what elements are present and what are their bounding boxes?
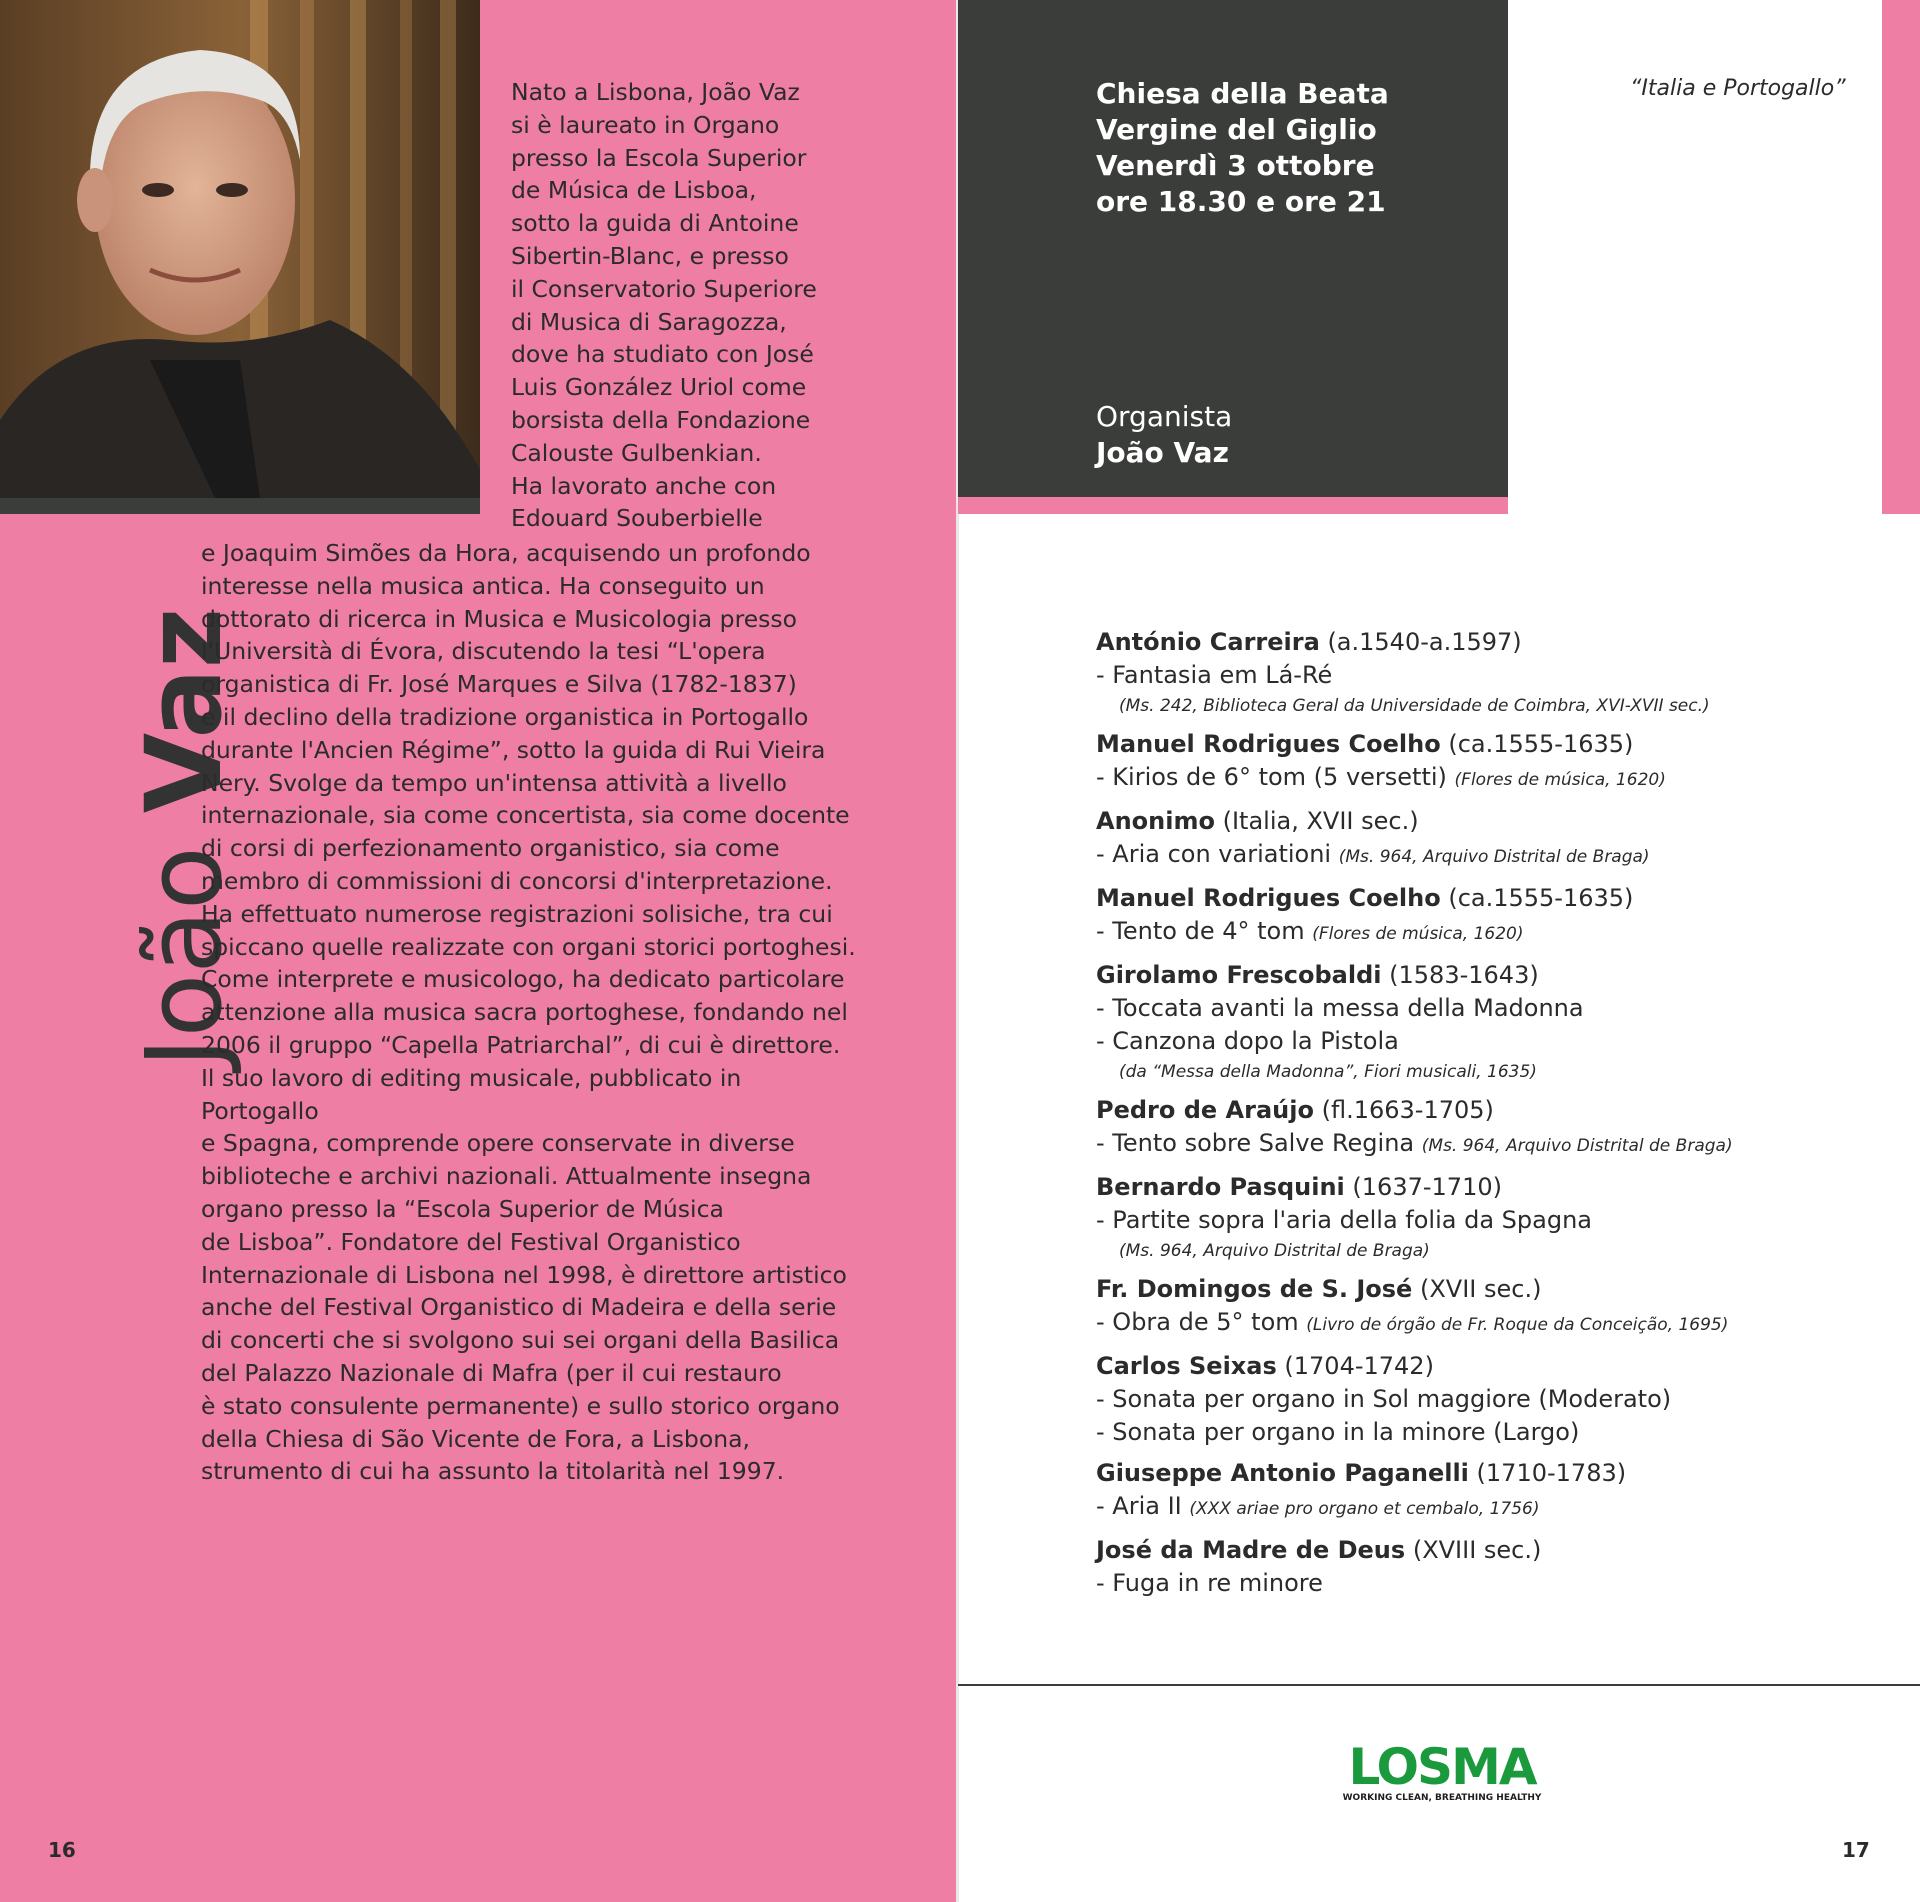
work-bullet: - bbox=[1096, 840, 1113, 868]
composer-dates: (1710-1783) bbox=[1476, 1459, 1627, 1487]
artist-last-name: Vaz bbox=[123, 607, 245, 814]
work-line bbox=[1096, 1383, 1876, 1416]
work-source: (Ms. 964, Arquivo Distrital de Braga) bbox=[1338, 847, 1650, 867]
page-edge-accent bbox=[1882, 0, 1920, 514]
work-line bbox=[1096, 992, 1876, 1025]
composer-dates: (XVII sec.) bbox=[1419, 1275, 1542, 1303]
series-title: “Italia e Portogallo” bbox=[1630, 76, 1846, 101]
artist-first-name: João bbox=[123, 846, 245, 1068]
work-source: (Ms. 964, Arquivo Distrital de Braga) bbox=[1421, 1136, 1733, 1156]
composer-dates: (fl.1663-1705) bbox=[1321, 1096, 1494, 1124]
work-title: Partite sopra l'aria della folia da Spagna bbox=[1112, 1206, 1592, 1234]
concert-venue-date bbox=[1096, 76, 1389, 220]
work-bullet: - bbox=[1096, 1129, 1113, 1157]
date-line: Venerdì 3 ottobre bbox=[1096, 149, 1375, 182]
composer-name: José da Madre de Deus bbox=[1096, 1536, 1406, 1564]
program-entry bbox=[1096, 805, 1876, 874]
composer-line bbox=[1096, 1094, 1876, 1127]
sponsor-logo-wordmark: LOSMA bbox=[1348, 1740, 1536, 1796]
program-entry bbox=[1096, 728, 1876, 797]
composer-line bbox=[1096, 882, 1876, 915]
work-title: Tento de 4° tom bbox=[1112, 917, 1305, 945]
composer-line bbox=[1096, 1457, 1876, 1490]
time-line: ore 18.30 e ore 21 bbox=[1096, 185, 1386, 218]
concert-program bbox=[1096, 626, 1876, 1608]
concert-info-panel bbox=[958, 0, 1508, 497]
page-number-right: 17 bbox=[1842, 1838, 1870, 1862]
work-source: (Flores de música, 1620) bbox=[1454, 770, 1666, 790]
work-title: Toccata avanti la messa della Madonna bbox=[1112, 994, 1584, 1022]
composer-name: Bernardo Pasquini bbox=[1096, 1173, 1345, 1201]
composer-name: António Carreira bbox=[1096, 628, 1320, 656]
composer-name: Anonimo bbox=[1096, 807, 1215, 835]
work-title: Kirios de 6° tom (5 versetti) bbox=[1112, 763, 1447, 791]
photo-accent-strip bbox=[0, 498, 480, 514]
composer-line bbox=[1096, 1273, 1876, 1306]
program-entry bbox=[1096, 959, 1876, 1086]
composer-line bbox=[1096, 728, 1876, 761]
work-line bbox=[1096, 1306, 1876, 1342]
work-line bbox=[1096, 1204, 1876, 1237]
work-bullet: - bbox=[1096, 1418, 1113, 1446]
composer-line bbox=[1096, 626, 1876, 659]
work-line bbox=[1096, 1416, 1876, 1449]
composer-name: Giuseppe Antonio Paganelli bbox=[1096, 1459, 1469, 1487]
work-title: Aria II bbox=[1112, 1492, 1182, 1520]
organist-role: Organista bbox=[1096, 400, 1233, 433]
composer-name: Manuel Rodrigues Coelho bbox=[1096, 730, 1441, 758]
composer-name: Pedro de Araújo bbox=[1096, 1096, 1314, 1124]
work-title: Sonata per organo in Sol maggiore (Moderato) bbox=[1112, 1385, 1672, 1413]
sponsor-logo bbox=[1330, 1740, 1554, 1804]
composer-dates: (1704-1742) bbox=[1284, 1352, 1434, 1380]
work-line bbox=[1096, 1127, 1876, 1163]
work-line bbox=[1096, 915, 1876, 951]
program-entry bbox=[1096, 1534, 1876, 1600]
work-source: (Ms. 242, Biblioteca Geral da Universidade de Coimbra, XVI-XVII sec.) bbox=[1119, 696, 1710, 716]
work-title: Canzona dopo la Pistola bbox=[1112, 1027, 1399, 1055]
program-entry bbox=[1096, 882, 1876, 951]
composer-name: Manuel Rodrigues Coelho bbox=[1096, 884, 1441, 912]
composer-line bbox=[1096, 1534, 1876, 1567]
work-title: Fuga in re minore bbox=[1112, 1569, 1323, 1597]
work-title: Aria con variationi bbox=[1112, 840, 1332, 868]
work-title: Tento sobre Salve Regina bbox=[1112, 1129, 1415, 1157]
work-bullet: - bbox=[1096, 1027, 1113, 1055]
work-line bbox=[1096, 838, 1876, 874]
work-source: (Flores de música, 1620) bbox=[1312, 924, 1524, 944]
program-entry bbox=[1096, 1094, 1876, 1163]
composer-line bbox=[1096, 1350, 1876, 1383]
work-source: (Ms. 964, Arquivo Distrital de Braga) bbox=[1119, 1241, 1430, 1261]
sponsor-logo-tagline: WORKING CLEAN, BREATHING HEALTHY bbox=[1342, 1793, 1542, 1803]
composer-name: Fr. Domingos de S. José bbox=[1096, 1275, 1413, 1303]
composer-line bbox=[1096, 959, 1876, 992]
work-bullet: - bbox=[1096, 1492, 1113, 1520]
biography-part-1: Nato a Lisbona, João Vaz si è laureato in Organo presso la Escola Superior de Música de Lisboa, sotto la guida di Antoine Sibertin-Blanc, e presso il Conservatorio Superiore di Musica di Saragozza, dove ha studiato con José Luis González Uriol come borsista della Fondazione Calouste Gulbenkian. Ha lavorato anche con Edouard Souberbielle bbox=[511, 78, 817, 533]
program-entry bbox=[1096, 626, 1876, 720]
work-line bbox=[1096, 659, 1876, 692]
composer-name: Girolamo Frescobaldi bbox=[1096, 961, 1382, 989]
composer-dates: (ca.1555-1635) bbox=[1448, 730, 1634, 758]
work-bullet: - bbox=[1096, 661, 1113, 689]
artist-portrait bbox=[0, 0, 480, 498]
composer-name: Carlos Seixas bbox=[1096, 1352, 1277, 1380]
composer-dates: (1583-1643) bbox=[1389, 961, 1539, 989]
work-line bbox=[1096, 1025, 1876, 1058]
panel-accent-strip bbox=[958, 497, 1508, 514]
work-bullet: - bbox=[1096, 1206, 1113, 1234]
work-bullet: - bbox=[1096, 1385, 1113, 1413]
work-title: Obra de 5° tom bbox=[1112, 1308, 1299, 1336]
work-bullet: - bbox=[1096, 1569, 1113, 1597]
work-line bbox=[1096, 761, 1876, 797]
program-entry bbox=[1096, 1457, 1876, 1526]
composer-dates: (a.1540-a.1597) bbox=[1327, 628, 1522, 656]
work-bullet: - bbox=[1096, 994, 1113, 1022]
divider-rule bbox=[958, 1684, 1920, 1686]
work-title: Sonata per organo in la minore (Largo) bbox=[1112, 1418, 1580, 1446]
composer-dates: (ca.1555-1635) bbox=[1448, 884, 1634, 912]
program-entry bbox=[1096, 1350, 1876, 1449]
composer-dates: (XVIII sec.) bbox=[1412, 1536, 1542, 1564]
work-line bbox=[1096, 1490, 1876, 1526]
organist-name: João Vaz bbox=[1096, 436, 1229, 469]
program-entry bbox=[1096, 1171, 1876, 1265]
composer-dates: (Italia, XVII sec.) bbox=[1222, 807, 1419, 835]
page-number-left: 16 bbox=[48, 1838, 76, 1862]
venue-line: Chiesa della Beata bbox=[1096, 77, 1389, 110]
venue-line: Vergine del Giglio bbox=[1096, 113, 1377, 146]
work-title: Fantasia em Lá-Ré bbox=[1112, 661, 1333, 689]
composer-line bbox=[1096, 1171, 1876, 1204]
program-entry bbox=[1096, 1273, 1876, 1342]
work-bullet: - bbox=[1096, 917, 1113, 945]
composer-line bbox=[1096, 805, 1876, 838]
work-bullet: - bbox=[1096, 1308, 1113, 1336]
work-source: (Livro de órgão de Fr. Roque da Conceição, 1695) bbox=[1306, 1315, 1729, 1335]
biography-part-2: e Joaquim Simões da Hora, acquisendo un profondo interesse nella musica antica. Ha conseguito un dottorato di ricerca in Musica e Musicologia presso l'Università di Évora, discutendo la tesi “L'opera organistica di Fr. José Marques e Silva (1782-1837) e il declino della tradizione organistica in Portogallo durante l'Ancien Régime”, sotto la guida di Rui Vieira Nery. Svolge da tempo un'intensa attività a livello internazionale, sia come concertista, sia come docente di corsi di perfezionamento organistico, sia come membro di commissioni di concorsi d'interpretazione. Ha effettuato numerose registrazioni solisiche, tra cui spiccano quelle realizzate con organi storici portoghesi. Come interprete e musicologo, ha dedicato particolare attenzione alla musica sacra portoghese, fondando nel 2006 il gruppo “Capella Patriarchal”, di cui è direttore. Il suo lavoro di editing musicale, pubblicato in Portogallo e Spagna, comprende opere conservate in diverse biblioteche e archivi nazionali. Attualmente insegna organo presso la “Escola Superior de Música de Lisboa”. Fondatore del Festival Organistico Internazionale di Lisbona nel 1998, è direttore artistico anche del Festival Organistico di Madeira e della serie di concerti che si svolgono sui sei organi della Basilica del Palazzo Nazionale di Mafra (per il cui restauro è stato consulente permanente) e sullo storico organo della Chiesa di São Vicente de Fora, a Lisbona, strumento di cui ha assunto la titolarità nel 1997. bbox=[201, 539, 856, 1486]
composer-dates: (1637-1710) bbox=[1352, 1173, 1502, 1201]
work-source: (da “Messa della Madonna”, Fiori musicali, 1635) bbox=[1119, 1062, 1537, 1082]
work-bullet: - bbox=[1096, 763, 1113, 791]
work-source: (XXX ariae pro organo et cembalo, 1756) bbox=[1189, 1499, 1540, 1519]
work-line bbox=[1096, 1567, 1876, 1600]
